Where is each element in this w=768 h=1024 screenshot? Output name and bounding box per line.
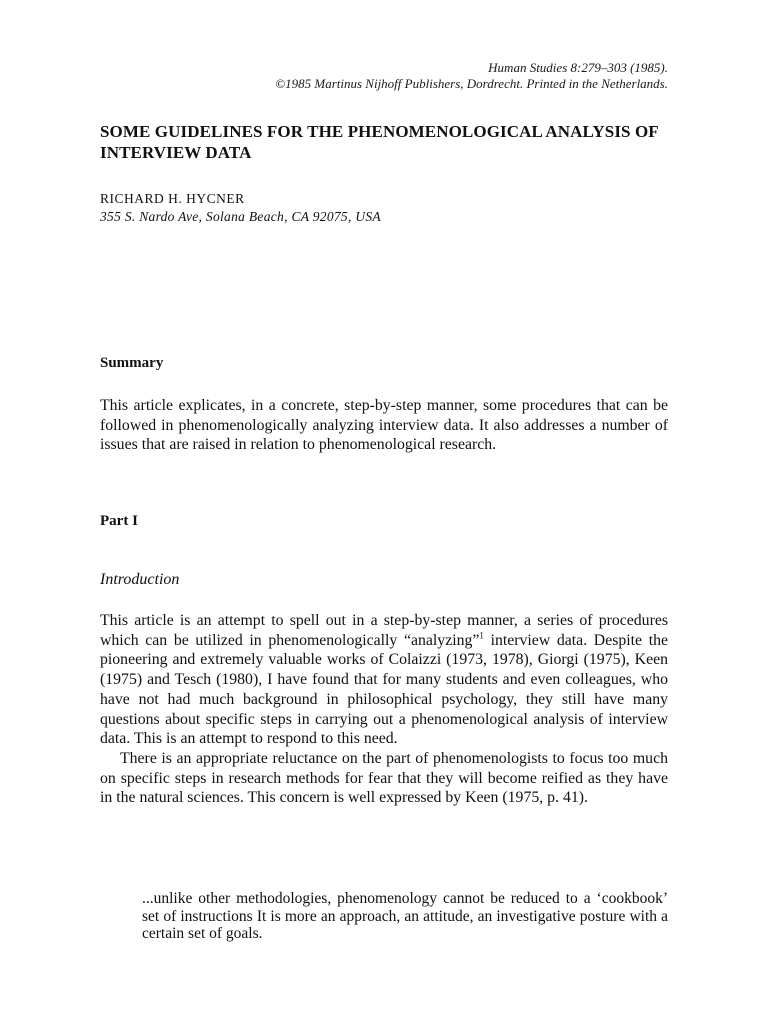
introduction-heading: Introduction	[100, 571, 180, 588]
author-address: 355 S. Nardo Ave, Solana Beach, CA 92075, USA	[100, 209, 381, 224]
article-title: SOME GUIDELINES FOR THE PHENOMENOLOGICAL ANALYSIS OF INTERVIEW DATA	[100, 122, 659, 162]
paragraph-text: This article is an attempt to spell out in a step-by-step manner, a series of procedures which can be utilized in phenomenologically “analyzing”	[100, 612, 668, 649]
paragraph: There is an appropriate reluctance on the part of phenomenologists to focus too much on specific steps in research methods for fear that they will become reified as they have in the natural sciences. This concern is well expressed by Keen (1975, p. 41).	[100, 749, 668, 807]
journal-citation: Human Studies 8:279–303 (1985).	[488, 60, 668, 75]
author-name: RICHARD H. HYCNER	[100, 191, 245, 206]
article-page	[100, 60, 668, 942]
paragraph	[100, 611, 668, 749]
paragraph-text: interview data. Despite the pioneering and extremely valuable works of Colaizzi (1973, 1978), Giorgi (1975), Keen (1975) and Tesch (1980), I have found that for many students and even colleagues, who have not had much background in philosophical psychology, they still have many questions about specific steps in carrying out a phenomenological analysis of interview data. This is an attempt to respond to this need.	[100, 631, 668, 748]
summary-heading: Summary	[100, 355, 164, 371]
summary-text: This article explicates, in a concrete, step-by-step manner, some procedures that can be followed in phenomenologically analyzing interview data. It also addresses a number of issues that are raised in relation to phenomenological research.	[100, 397, 668, 454]
footnote-ref[interactable]: 1	[479, 630, 484, 641]
journal-header	[100, 60, 668, 92]
introduction-body	[100, 611, 668, 808]
part-heading: Part I	[100, 513, 138, 529]
copyright-line: ©1985 Martinus Nijhoff Publishers, Dordrecht. Printed in the Netherlands.	[275, 76, 668, 91]
block-quote: ...unlike other methodologies, phenomenology cannot be reduced to a ‘cookbook’ set of instructions It is more an approach, an attitude, an investigative posture with a certain set of goals.	[142, 890, 668, 942]
